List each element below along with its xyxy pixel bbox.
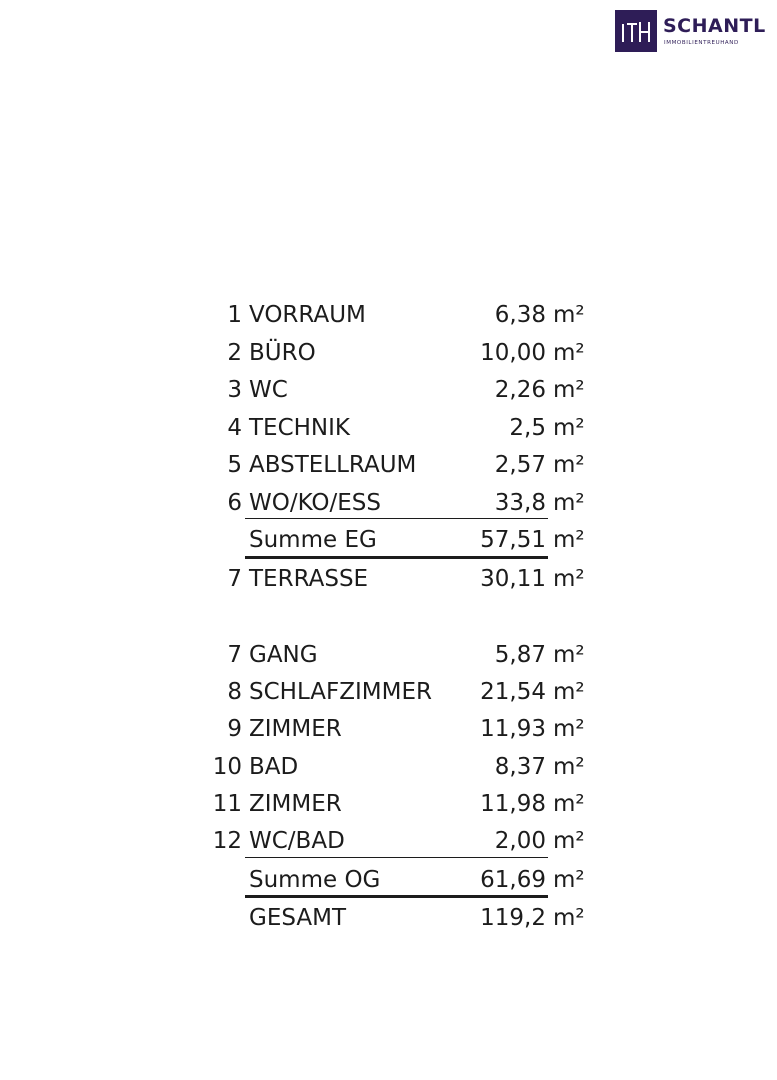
room-number: 11 <box>212 791 242 817</box>
area-unit: m² <box>553 791 585 817</box>
room-number: 7 <box>227 642 242 668</box>
area-unit: m² <box>553 377 585 403</box>
room-name: TERRASSE <box>249 566 369 592</box>
room-area: 2,57 <box>494 452 546 478</box>
room-row <box>0 413 777 443</box>
divider <box>245 556 548 559</box>
divider <box>245 895 548 898</box>
room-name: TECHNIK <box>249 415 351 441</box>
room-row <box>0 752 777 782</box>
room-row <box>0 375 777 405</box>
room-number: 8 <box>227 679 242 705</box>
area-unit: m² <box>553 905 585 931</box>
room-name: SCHLAFZIMMER <box>249 679 433 705</box>
room-area: 2,00 <box>494 828 546 854</box>
area-unit: m² <box>553 527 585 553</box>
room-area: 6,38 <box>494 302 546 328</box>
room-name: ZIMMER <box>249 716 342 742</box>
area-unit: m² <box>553 415 585 441</box>
logo-subtitle: IMMOBILIENTREUHAND <box>664 40 739 46</box>
area-unit: m² <box>553 452 585 478</box>
area-unit: m² <box>553 716 585 742</box>
subtotal-area: 57,51 <box>480 527 546 553</box>
area-unit: m² <box>553 566 585 592</box>
room-number: 10 <box>212 754 242 780</box>
area-unit: m² <box>553 302 585 328</box>
room-number: 5 <box>227 452 242 478</box>
room-number: 6 <box>227 490 242 516</box>
room-row <box>0 488 777 518</box>
room-number: 7 <box>227 566 242 592</box>
room-area: 2,26 <box>494 377 546 403</box>
area-unit: m² <box>553 828 585 854</box>
area-unit: m² <box>553 867 585 893</box>
subtotal-label: Summe EG <box>249 527 377 553</box>
divider <box>245 857 548 858</box>
subtotal-label: Summe OG <box>249 867 381 893</box>
room-area: 8,37 <box>494 754 546 780</box>
room-name: ZIMMER <box>249 791 342 817</box>
area-unit: m² <box>553 340 585 366</box>
area-unit: m² <box>553 642 585 668</box>
room-area: 5,87 <box>494 642 546 668</box>
room-number: 4 <box>227 415 242 441</box>
room-name: WC/BAD <box>249 828 345 854</box>
divider <box>245 518 548 519</box>
room-area: 30,11 <box>480 566 546 592</box>
room-name: BAD <box>249 754 299 780</box>
room-row <box>0 564 777 594</box>
area-unit: m² <box>553 754 585 780</box>
room-name: VORRAUM <box>249 302 366 328</box>
room-number: 12 <box>212 828 242 854</box>
room-area: 21,54 <box>480 679 546 705</box>
subtotal-row-og <box>0 865 777 895</box>
room-name: GANG <box>249 642 318 668</box>
room-row <box>0 640 777 670</box>
room-number: 3 <box>227 377 242 403</box>
area-unit: m² <box>553 490 585 516</box>
room-area: 2,5 <box>509 415 546 441</box>
room-number: 1 <box>227 302 242 328</box>
room-area: 33,8 <box>494 490 546 516</box>
logo-name: SCHANTL <box>663 15 766 37</box>
room-row <box>0 714 777 744</box>
room-row <box>0 789 777 819</box>
room-name: WC <box>249 377 288 403</box>
room-row <box>0 677 777 707</box>
area-unit: m² <box>553 679 585 705</box>
subtotal-area: 61,69 <box>480 867 546 893</box>
room-area: 11,93 <box>480 716 546 742</box>
room-number: 2 <box>227 340 242 366</box>
room-name: WO/KO/ESS <box>249 490 382 516</box>
room-row <box>0 450 777 480</box>
room-area: 11,98 <box>480 791 546 817</box>
total-label: GESAMT <box>249 905 347 931</box>
total-area: 119,2 <box>480 905 546 931</box>
subtotal-row-eg <box>0 525 777 555</box>
room-row <box>0 300 777 330</box>
room-area: 10,00 <box>480 340 546 366</box>
total-row <box>0 903 777 933</box>
room-name: BÜRO <box>249 340 316 366</box>
room-row <box>0 826 777 856</box>
room-row <box>0 338 777 368</box>
room-name: ABSTELLRAUM <box>249 452 417 478</box>
room-number: 9 <box>227 716 242 742</box>
